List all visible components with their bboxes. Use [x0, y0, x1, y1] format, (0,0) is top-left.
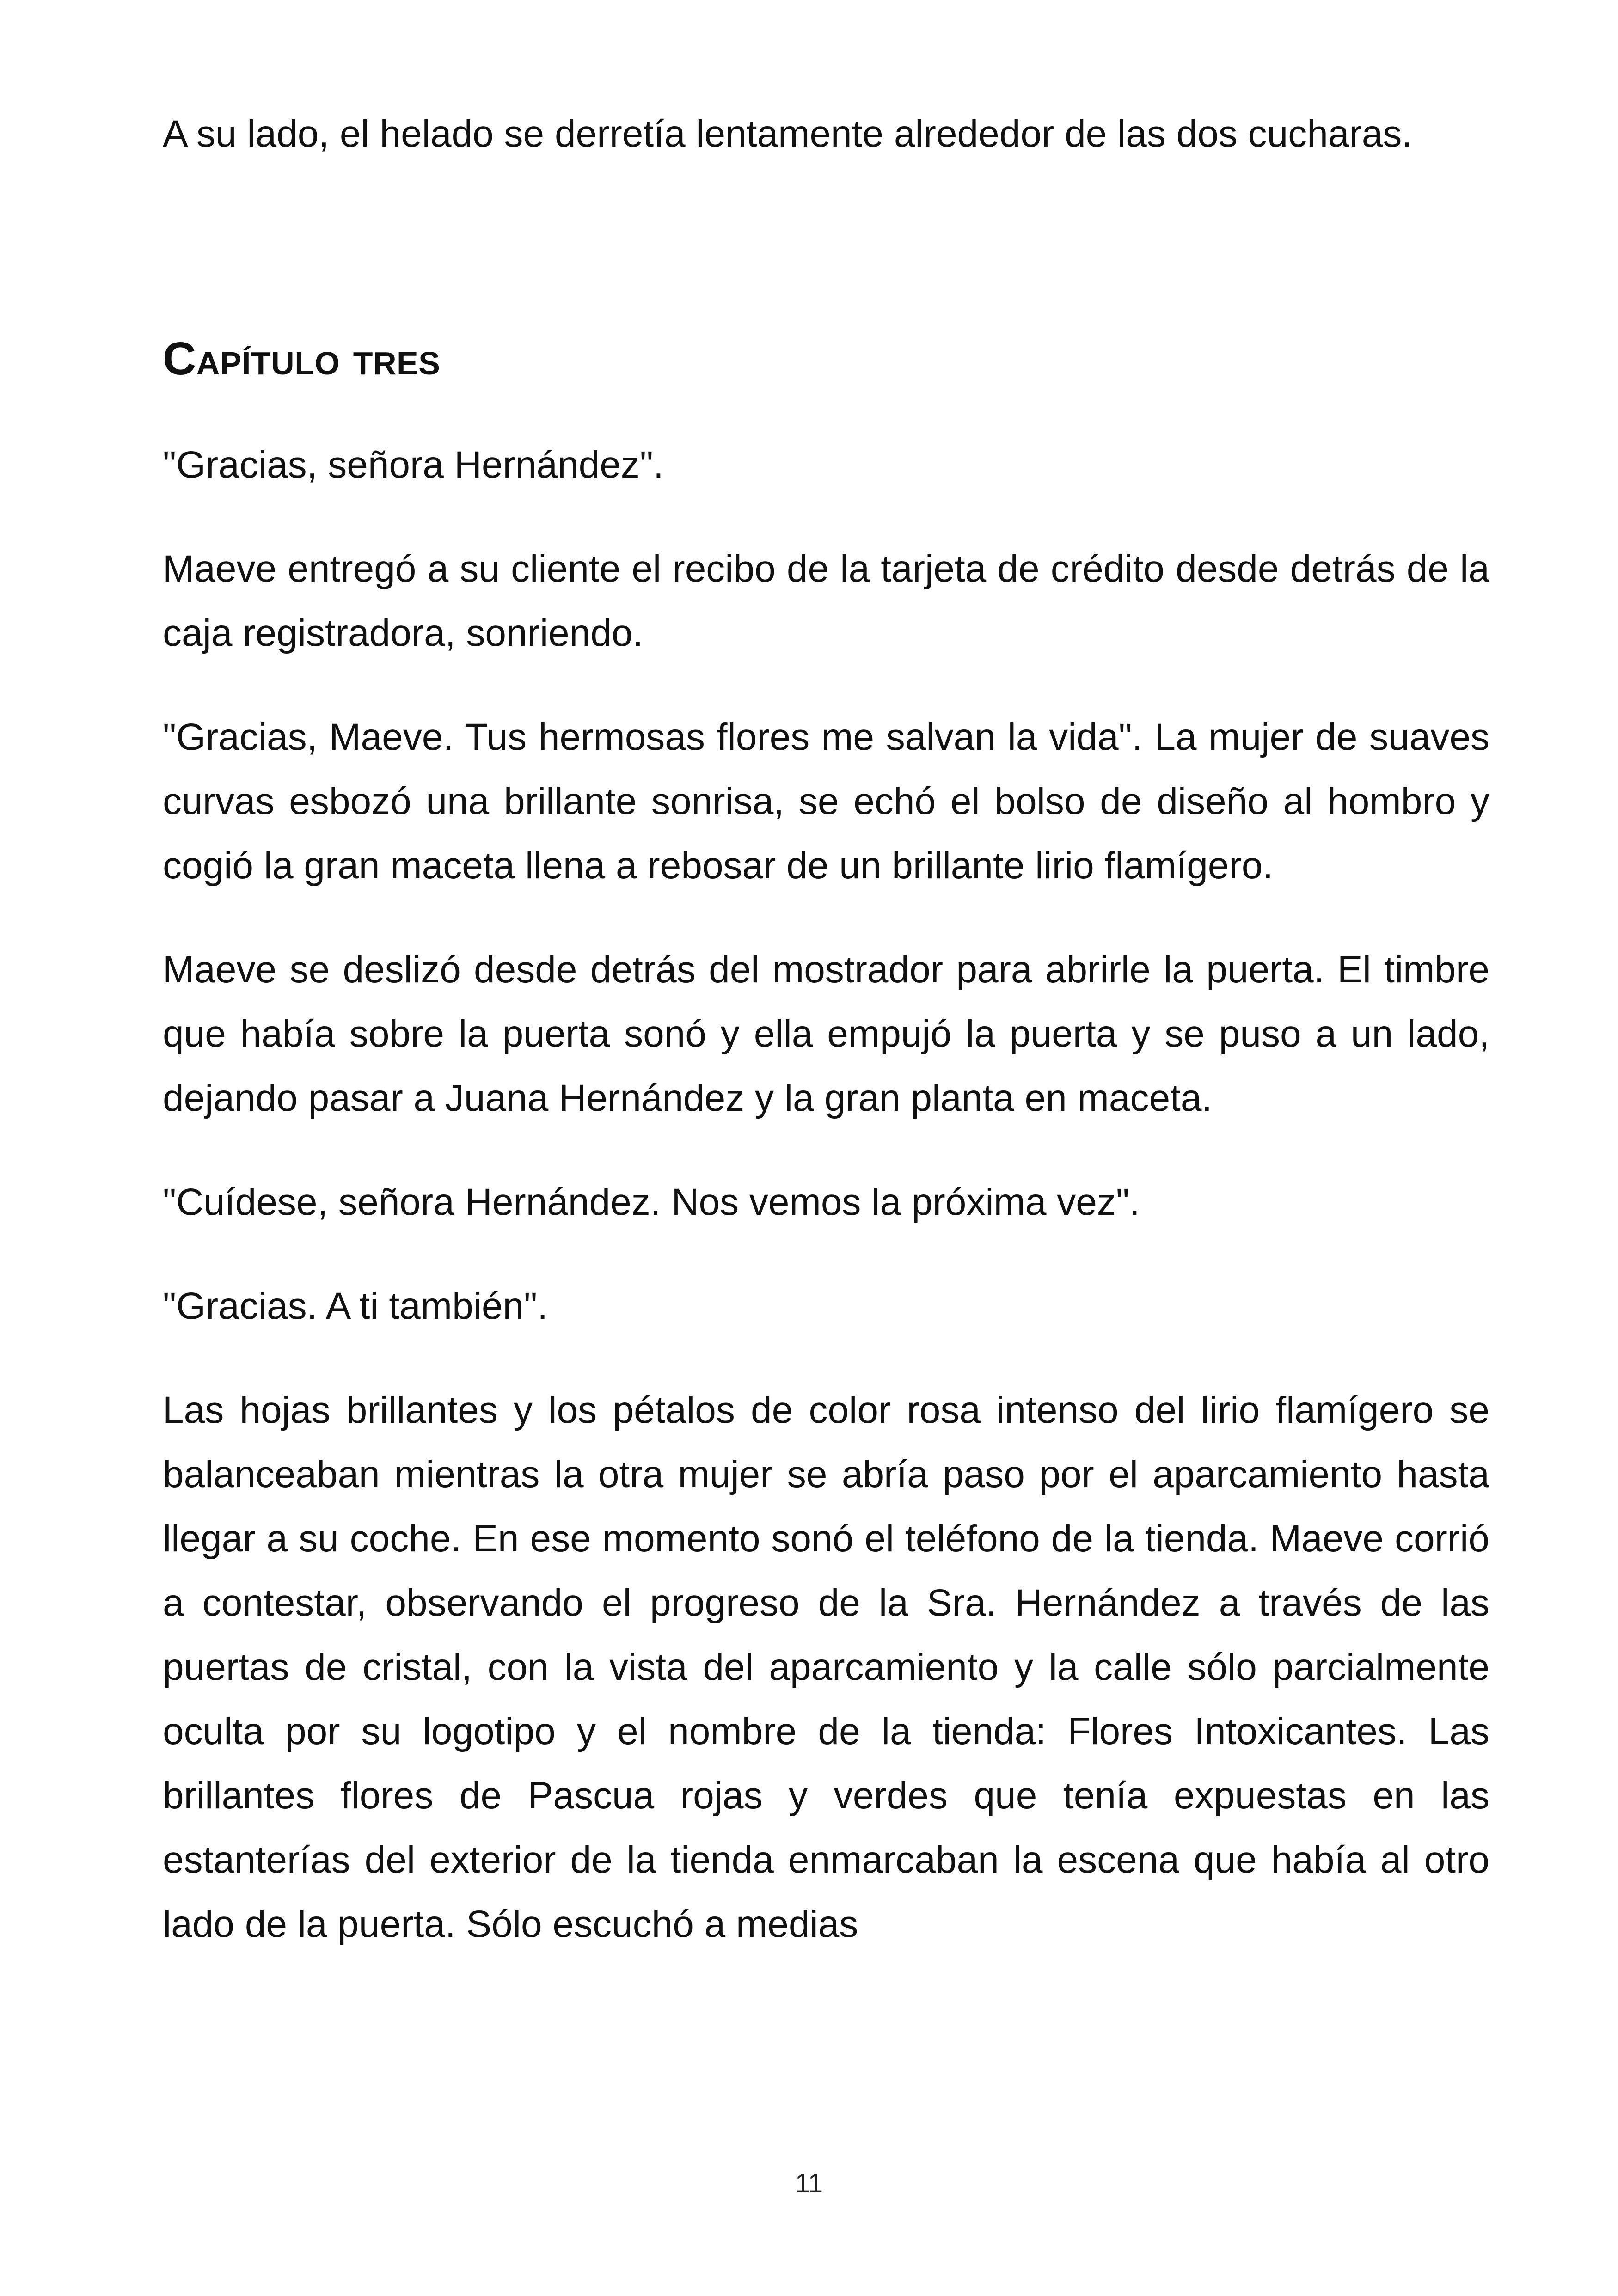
intro-paragraph: A su lado, el helado se derretía lentamente alrededor de las dos cucharas. [163, 113, 1413, 155]
paragraph: Las hojas brillantes y los pétalos de color rosa intenso del lirio flamígero se balanceaban mientras la otra mujer se abría paso por el aparcamiento hasta llegar a su coche. En ese momento sonó el teléfono de la tienda. Maeve corrió a contestar, observando el progreso de la Sra. Hernández a través de las puertas de cristal, con la vista del aparcamiento y la calle sólo parcialmente oculta por su logotipo y el nombre de la tienda: Flores Intoxicantes. Las brillantes flores de Pascua rojas y verdes que tenía expuestas en las estanterías del exterior de la tienda enmarcaban la escena que había al otro lado de la puerta. Sólo escuchó a medias [163, 1389, 1489, 1945]
chapter-title: Capítulo tres [163, 333, 441, 385]
paragraph: Maeve se deslizó desde detrás del mostrador para abrirle la puerta. El timbre que había sobre la puerta sonó y ella empujó la puerta y se puso a un lado, dejando pasar a Juana Hernández y la gran planta en maceta. [163, 949, 1489, 1119]
paragraph: Maeve entregó a su cliente el recibo de la tarjeta de crédito desde detrás de la caja registradora, sonriendo. [163, 548, 1489, 654]
paragraph: "Gracias, señora Hernández". [163, 444, 664, 486]
document-page [163, 102, 1489, 1996]
paragraph: "Gracias, Maeve. Tus hermosas flores me salvan la vida". La mujer de suaves curvas esbozó una brillante sonrisa, se echó el bolso de diseño al hombro y cogió la gran maceta llena a rebosar de un brillante lirio flamígero. [163, 716, 1489, 887]
page-number: 11 [795, 2168, 823, 2198]
paragraph: "Gracias. A ti también". [163, 1285, 548, 1327]
paragraph: "Cuídese, señora Hernández. Nos vemos la próxima vez". [163, 1181, 1140, 1223]
